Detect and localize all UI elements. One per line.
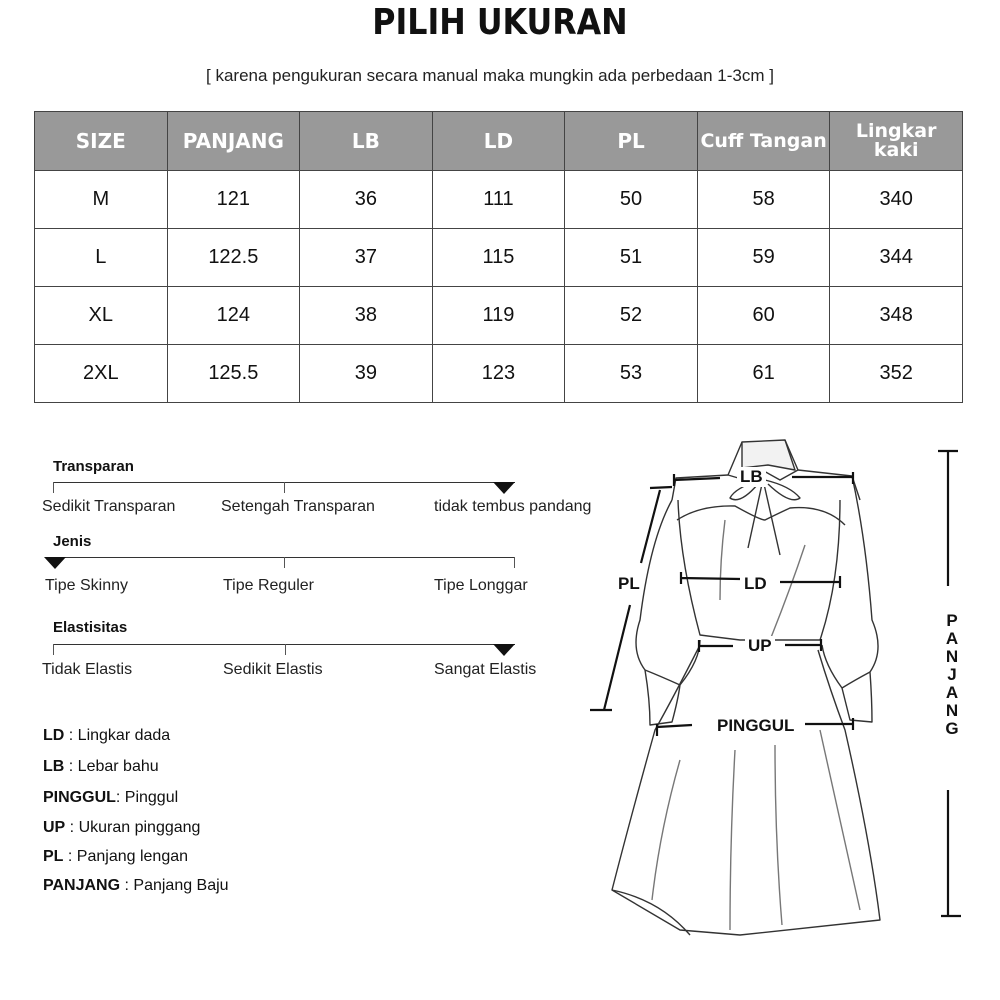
- cell: 38: [300, 287, 433, 345]
- table-row: [35, 171, 963, 229]
- cell: 37: [300, 229, 433, 287]
- cell: 115: [432, 229, 565, 287]
- cell: 53: [565, 345, 698, 403]
- table-row: [35, 229, 963, 287]
- col-pl: PL: [565, 112, 698, 171]
- col-panjang: PANJANG: [167, 112, 300, 171]
- label-lb: LB: [737, 467, 766, 487]
- scale-tick: [284, 482, 285, 493]
- scale-label: Jenis: [53, 533, 92, 550]
- legend-item: PANJANG : Panjang Baju: [43, 877, 229, 894]
- label-ld: LD: [741, 574, 770, 594]
- cell: 59: [697, 229, 830, 287]
- cell: 340: [830, 171, 963, 229]
- scale-line: [53, 644, 515, 645]
- label-pinggul: PINGGUL: [714, 716, 797, 736]
- legend-item: PL : Panjang lengan: [43, 848, 189, 865]
- scale-option: Tipe Reguler: [223, 577, 315, 594]
- cell: 344: [830, 229, 963, 287]
- selected-marker-icon: [493, 482, 515, 494]
- table-row: [35, 287, 963, 345]
- scale-option-selected: Sangat Elastis: [434, 661, 537, 678]
- scale-tick: [285, 644, 286, 655]
- cell: 2XL: [35, 345, 168, 403]
- size-table: [34, 111, 963, 403]
- page-title: PILIH UKURAN: [372, 2, 628, 43]
- col-size: SIZE: [35, 112, 168, 171]
- cell: XL: [35, 287, 168, 345]
- legend-item: LB : Lebar bahu: [43, 758, 159, 775]
- scale-option: Setengah Transparan: [221, 498, 375, 515]
- dress-illustration: [580, 430, 1000, 950]
- cell: 61: [697, 345, 830, 403]
- legend-item: PINGGUL: Pinggul: [43, 789, 179, 806]
- cell: 52: [565, 287, 698, 345]
- cell: 50: [565, 171, 698, 229]
- scale-option-selected: Tipe Skinny: [45, 577, 128, 594]
- scale-tick: [514, 557, 515, 568]
- scale-tick: [284, 557, 285, 568]
- legend-item: UP : Ukuran pinggang: [43, 819, 201, 836]
- scale-option: Tipe Longgar: [434, 577, 528, 594]
- label-pl: PL: [615, 574, 643, 594]
- cell: 39: [300, 345, 433, 403]
- abbreviation-legend: [43, 725, 229, 906]
- cell: 352: [830, 345, 963, 403]
- cell: 123: [432, 345, 565, 403]
- cell: 122.5: [167, 229, 300, 287]
- scale-option-selected: tidak tembus pandang: [434, 498, 592, 515]
- cell: 121: [167, 171, 300, 229]
- col-lingkar-kaki: Lingkar kaki: [830, 112, 963, 171]
- scale-tick: [53, 644, 54, 655]
- selected-marker-icon: [44, 557, 66, 569]
- cell: 58: [697, 171, 830, 229]
- cell: 119: [432, 287, 565, 345]
- col-cuff-tangan: Cuff Tangan: [697, 112, 830, 171]
- label-panjang-vertical: P A N J A N G: [945, 611, 959, 738]
- scale-tick: [53, 482, 54, 493]
- cell: M: [35, 171, 168, 229]
- scale-option: Sedikit Transparan: [42, 498, 176, 515]
- cell: 125.5: [167, 345, 300, 403]
- col-ld: LD: [432, 112, 565, 171]
- cell: 124: [167, 287, 300, 345]
- col-lb: LB: [300, 112, 433, 171]
- legend-item: LD : Lingkar dada: [43, 727, 171, 744]
- measurement-note: [ karena pengukuran secara manual maka mungkin ada perbedaan 1-3cm ]: [206, 66, 774, 85]
- scale-label: Transparan: [53, 458, 134, 475]
- cell: 111: [432, 171, 565, 229]
- selected-marker-icon: [493, 644, 515, 656]
- cell: 51: [565, 229, 698, 287]
- label-up: UP: [745, 636, 775, 656]
- scale-option: Tidak Elastis: [42, 661, 133, 678]
- scale-label: Elastisitas: [53, 619, 128, 636]
- table-row: [35, 345, 963, 403]
- cell: 36: [300, 171, 433, 229]
- scale-option: Sedikit Elastis: [223, 661, 323, 678]
- table-header-row: [35, 112, 963, 171]
- cell: 348: [830, 287, 963, 345]
- cell: 60: [697, 287, 830, 345]
- cell: L: [35, 229, 168, 287]
